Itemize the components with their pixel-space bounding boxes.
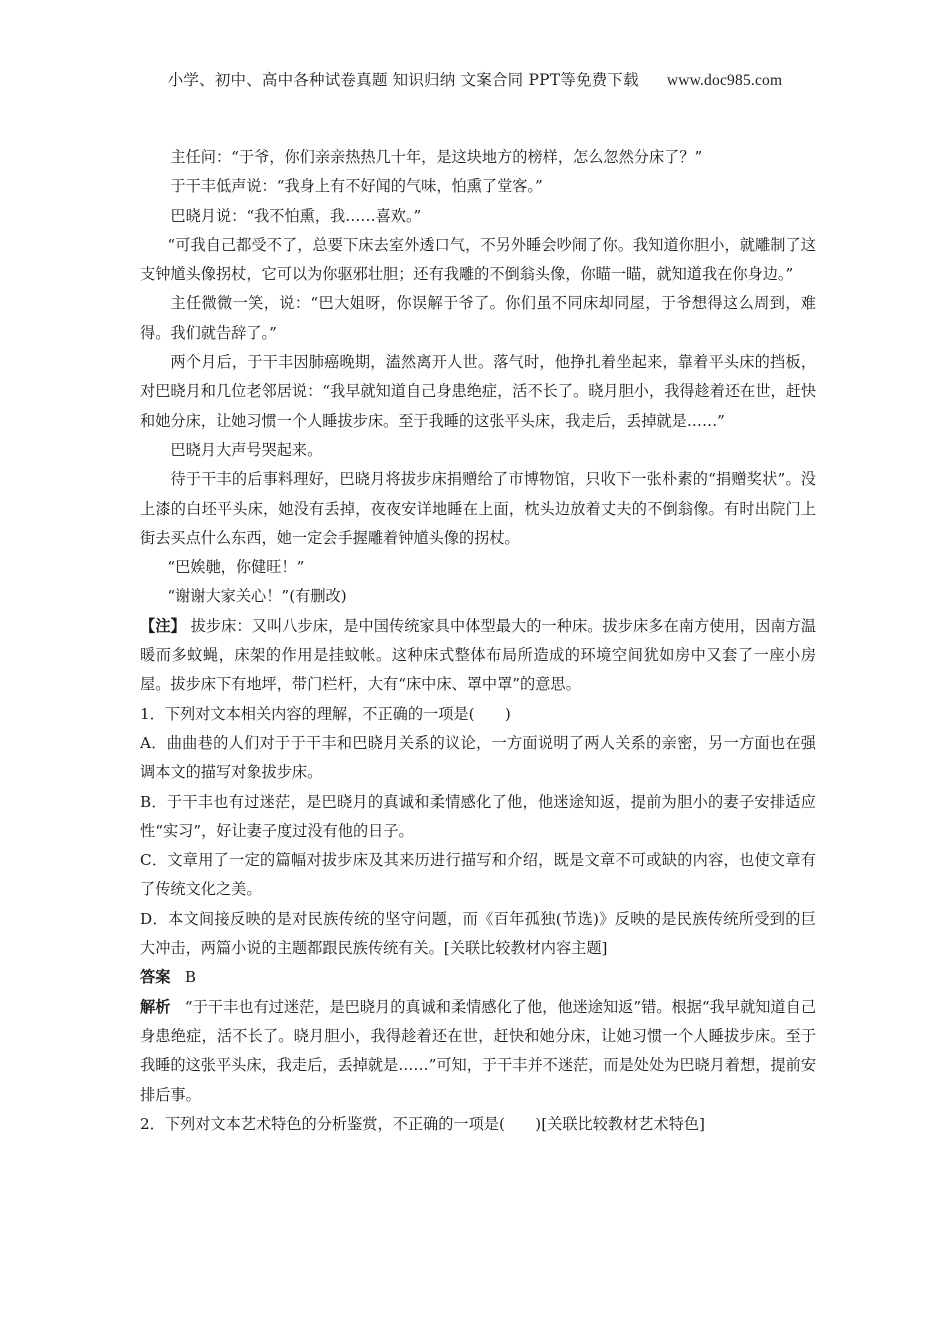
story-paragraph: 主任问：“于爷，你们亲亲热热几十年，是这块地方的榜样，怎么忽然分床了？” [170, 148, 703, 166]
story-paragraph: 于干丰低声说：“我身上有不好闻的气味，怕熏了堂客。” [170, 177, 543, 196]
note-label: 【注】 [140, 616, 186, 635]
note-text: 拔步床：又叫八步床，是中国传统家具中体型最大的一种床。拔步床多在南方使用，因南方温暖而多蚊蝇，床架的作用是挂蚊帐。这种床式整体布局所造成的环境空间犹如房中又套了一座小房屋。拔步床下有地坪，带门栏杆，大有“床中床、罩中罩”的意思。 [140, 616, 817, 694]
story-paragraph: 待于干丰的后事料理好，巴晓月将拔步床捐赠给了市博物馆，只收下一张朴素的“捐赠奖状”。没上漆的白坯平头床，她没有丢掉，夜夜安详地睡在上面，枕头边放着丈夫的不倒翁像。有时出院门上街去买点什么东西，她一定会手握雕着钟馗头像的拐杖。 [140, 470, 816, 547]
question-1-option-a: A．曲曲巷的人们对于于干丰和巴晓月关系的议论，一方面说明了两人关系的亲密，另一方面也在强调本文的描写对象拔步床。 [140, 733, 816, 782]
analysis-text: “于干丰也有过迷茫，是巴晓月的真诚和柔情感化了他，他迷途知返”错。根据“我早就知道自己身患绝症，活不长了。晓月胆小，我得趁着还在世，赶快和她分床，让她习惯一个人睡拔步床。至于我睡的这张平头床，我走后，丢掉就是……”可知，于干丰并不迷茫，而是处处为巴晓月着想，提前安排后事。 [140, 997, 817, 1104]
page-header [0, 68, 950, 90]
question-1-option-d: D．本文间接反映的是对民族传统的坚守问题，而《百年孤独(节选)》反映的是民族传统所受到的巨大冲击，两篇小说的主题都跟民族传统有关。[关联比较教材内容主题] [140, 909, 816, 958]
question-1-stem: 1．下列对文本相关内容的理解，不正确的一项是( ) [140, 704, 511, 723]
header-url[interactable]: www.doc985.com [666, 72, 783, 89]
analysis-paragraph [140, 993, 816, 1110]
note-paragraph [140, 612, 816, 700]
story-paragraph: 两个月后，于干丰因肺癌晚期，溘然离开人世。落气时，他挣扎着坐起来，靠着平头床的挡板，对巴晓月和几位老邻居说：“我早就知道自己身患绝症，活不长了。晓月胆小，我得趁着还在世，赶快和她分床，让她习惯一个人睡拔步床。至于我睡的这张平头床，我走后，丢掉就是……” [140, 353, 817, 430]
header-text: 小学、初中、高中各种试卷真题 知识归纳 文案合同 PPT等免费下载 [167, 71, 639, 89]
answer-value: B [184, 968, 197, 987]
analysis-label: 解析 [140, 997, 171, 1016]
answer-line [140, 963, 816, 992]
answer-label: 答案 [140, 968, 171, 987]
document-body [140, 143, 816, 1139]
story-paragraph: “可我自己都受不了，总要下床去室外透口气，不另外睡会吵闹了你。我知道你胆小，就雕制了这支钟馗头像拐杖，它可以为你驱邪壮胆；还有我雕的不倒翁头像，你瞄一瞄，就知道我在你身边。” [140, 235, 816, 284]
story-paragraph: “谢谢大家关心！”(有删改) [167, 587, 347, 606]
story-paragraph: “巴娭毑，你健旺！” [167, 558, 305, 577]
question-1-option-c: C．文章用了一定的篇幅对拔步床及其来历进行描写和介绍，既是文章不可或缺的内容，也使文章有了传统文化之美。 [140, 851, 816, 899]
story-paragraph: 主任微微一笑，说：“巴大姐呀，你误解于爷了。你们虽不同床却同屋，于爷想得这么周到，难得。我们就告辞了。” [140, 294, 816, 342]
story-paragraph: 巴晓月大声号哭起来。 [170, 440, 323, 459]
story-paragraph: 巴晓月说：“我不怕熏，我……喜欢。” [170, 206, 422, 225]
question-1-option-b: B．于干丰也有过迷茫，是巴晓月的真诚和柔情感化了他，他迷途知返，提前为胆小的妻子安排适应性“实习”，好让妻子度过没有他的日子。 [140, 792, 816, 840]
question-2-stem: 2．下列对文本艺术特色的分析鉴赏，不正确的一项是( )[关联比较教材艺术特色] [140, 1114, 705, 1133]
